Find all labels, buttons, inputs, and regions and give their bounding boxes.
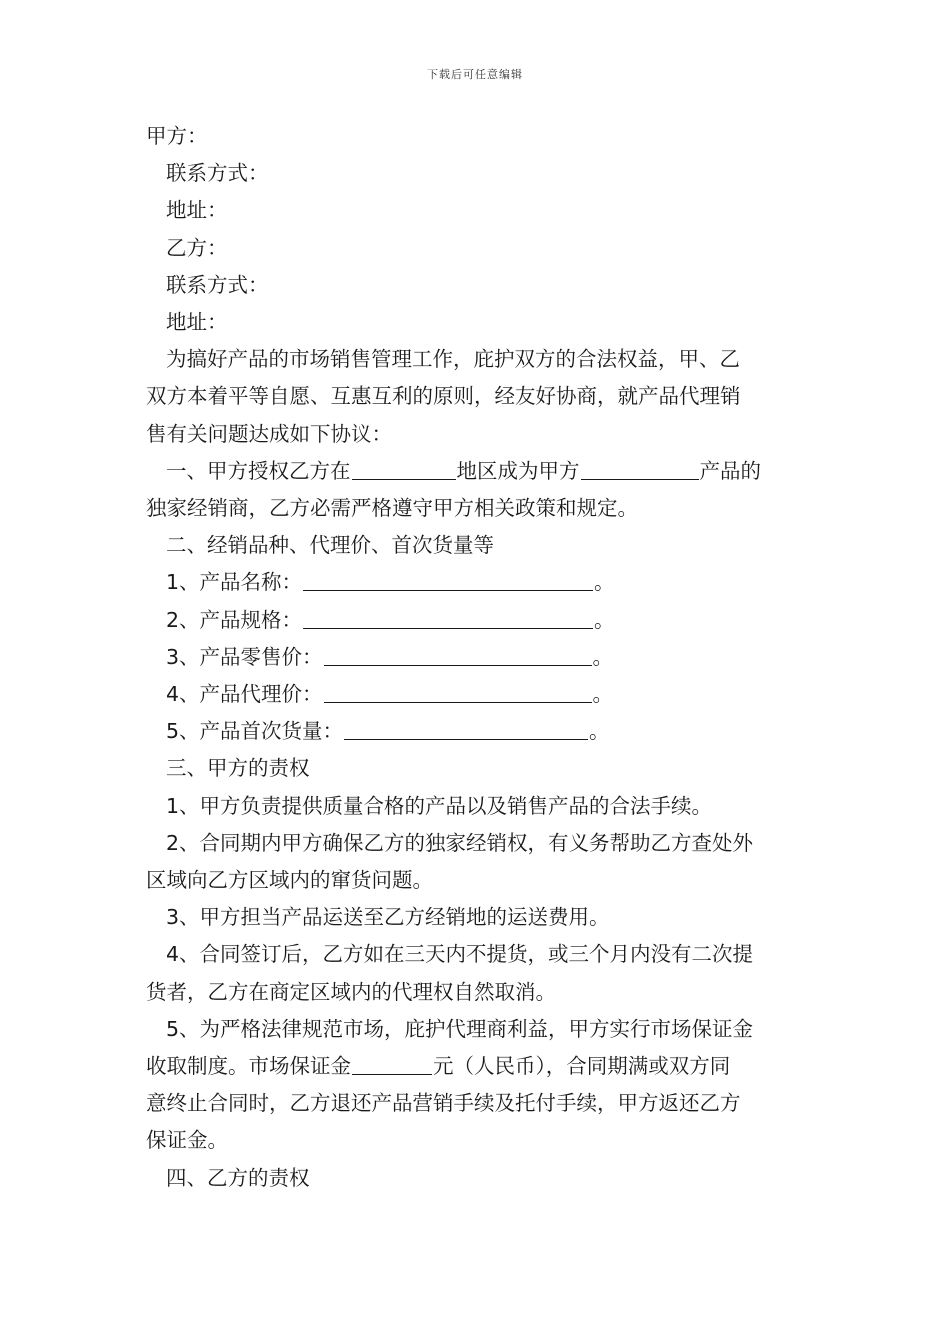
section3-item-2-line-1: 2、合同期内甲方确保乙方的独家经销权，有义务帮助乙方查处外 <box>166 830 754 855</box>
section2-heading: 二、经销品种、代理价、首次货量等 <box>166 533 494 558</box>
party-b-address-label: 地址： <box>166 310 228 335</box>
section3-heading: 三、甲方的责权 <box>166 756 310 781</box>
product-name-item <box>146 564 808 601</box>
item-end-mark: 。 <box>592 644 614 669</box>
party-b-label: 乙方： <box>166 235 228 260</box>
section3-item-5-line-3: 意终止合同时，乙方退还产品营销手续及托付手续，甲方返还乙方 <box>146 1091 741 1116</box>
section1-line-2: 独家经销商，乙方必需严格遵守甲方相关政策和规定。 <box>146 496 638 521</box>
product-spec-label: 2、产品规格： <box>166 607 303 632</box>
deposit-text-a: 收取制度。市场保证金 <box>146 1054 351 1079</box>
item-end-mark: 。 <box>592 682 614 707</box>
item-end-mark: 。 <box>594 570 615 595</box>
product-spec-item <box>146 602 808 639</box>
retail-price-blank[interactable] <box>324 645 592 666</box>
first-quantity-label: 5、产品首次货量： <box>166 719 344 744</box>
product-name-label: 1、产品名称： <box>166 570 303 595</box>
intro-line-2: 双方本着平等自愿、互惠互利的原则，经友好协商，就产品代理销 <box>146 384 741 409</box>
agent-price-blank[interactable] <box>324 682 592 703</box>
page-header-note: 下载后可任意编辑 <box>427 68 523 81</box>
first-quantity-blank[interactable] <box>344 719 588 740</box>
deposit-amount-blank[interactable] <box>352 1054 432 1075</box>
intro-line-1: 为搞好产品的市场销售管理工作，庇护双方的合法权益，甲、乙 <box>166 347 740 372</box>
agent-price-label: 4、产品代理价： <box>166 682 323 707</box>
intro-line-3: 售有关问题达成如下协议： <box>146 421 392 446</box>
section3-item-3: 3、甲方担当产品运送至乙方经销地的运送费用。 <box>166 905 610 930</box>
retail-price-label: 3、产品零售价： <box>166 644 323 669</box>
product-spec-blank[interactable] <box>303 608 593 629</box>
section3-item-5-line-4: 保证金。 <box>146 1128 228 1153</box>
party-a-address-label: 地址： <box>166 198 228 223</box>
contract-body <box>146 118 808 1197</box>
agent-price-item <box>146 676 808 713</box>
deposit-text-b: 元（人民币），合同期满或双方同 <box>433 1054 731 1079</box>
product-blank[interactable] <box>581 459 699 480</box>
region-blank[interactable] <box>352 459 456 480</box>
section3-item-5-line-1: 5、为严格法律规范市场，庇护代理商利益，甲方实行市场保证金 <box>166 1016 754 1041</box>
section1-text-a: 一、甲方授权乙方在 <box>166 458 351 483</box>
section3-item-1: 1、甲方负责提供质量合格的产品以及销售产品的合法手续。 <box>166 793 713 818</box>
party-b-contact-label: 联系方式： <box>166 272 269 297</box>
section1-text-b: 地区成为甲方 <box>456 458 580 483</box>
section3-item-4-line-1: 4、合同签订后，乙方如在三天内不提货，或三个月内没有二次提 <box>166 942 754 967</box>
section4-heading: 四、乙方的责权 <box>166 1165 310 1190</box>
product-name-blank[interactable] <box>303 570 593 591</box>
section1-text-c: 产品的 <box>699 458 761 483</box>
item-end-mark: 。 <box>594 607 615 632</box>
party-a-label: 甲方： <box>146 124 208 148</box>
section3-item-4-line-2: 货者，乙方在商定区域内的代理权自然取消。 <box>146 979 556 1004</box>
party-a-contact-label: 联系方式： <box>166 161 269 186</box>
retail-price-item <box>146 639 808 676</box>
section3-item-5-line-2 <box>146 1048 808 1085</box>
section3-item-2-line-2: 区域向乙方区域内的窜货问题。 <box>146 868 433 893</box>
item-end-mark: 。 <box>589 719 610 744</box>
first-quantity-item <box>146 713 808 750</box>
section1-line-1 <box>146 453 808 490</box>
